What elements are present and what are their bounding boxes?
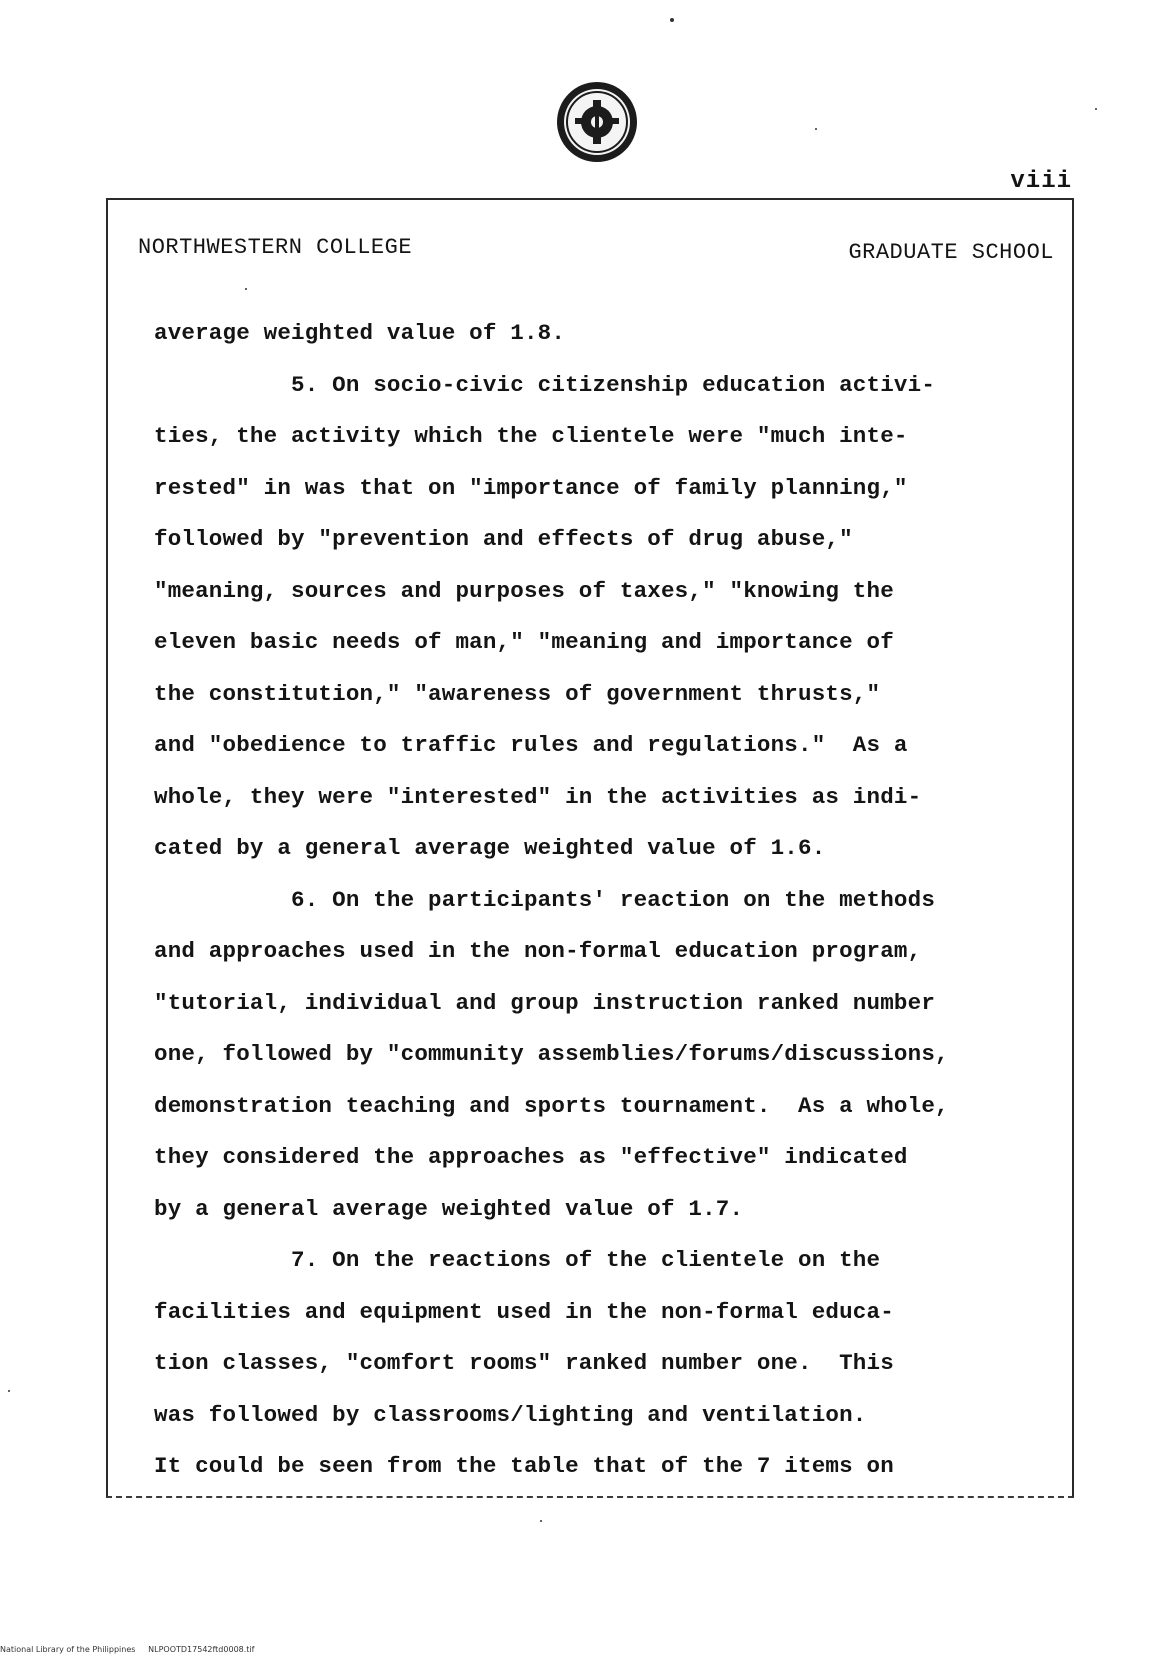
- text-line: one, followed by "community assemblies/forums/discussions,: [154, 1041, 949, 1067]
- text-line: It could be seen from the table that of the 7 items on: [154, 1453, 894, 1479]
- text-line: followed by "prevention and effects of drug abuse,": [154, 526, 853, 552]
- text-line: rested" in was that on "importance of family planning,": [154, 474, 908, 501]
- text-line: was followed by classrooms/lighting and ventilation.: [154, 1401, 867, 1428]
- text-line: facilities and equipment used in the non-formal educa-: [154, 1298, 894, 1325]
- page-number: viii: [1010, 168, 1072, 195]
- text-line: cated by a general average weighted value of 1.6.: [154, 835, 826, 861]
- scan-speck: [245, 288, 247, 290]
- text-line: they considered the approaches as "effective" indicated: [154, 1144, 908, 1170]
- scan-speck: [815, 128, 817, 130]
- college-seal-logo: [555, 80, 639, 164]
- text-line: 7. On the reactions of the clientele on the: [154, 1247, 881, 1273]
- header-college-name: NORTHWESTERN COLLEGE: [138, 235, 413, 260]
- text-line: and approaches used in the non-formal education program,: [154, 938, 922, 964]
- text-line: by a general average weighted value of 1.7.: [154, 1195, 744, 1222]
- text-line: and "obedience to traffic rules and regulations." As a: [154, 732, 908, 758]
- text-line: ties, the activity which the clientele were "much inte-: [154, 423, 908, 449]
- scan-speck: [540, 1520, 542, 1522]
- footer-credit: National Library of the Philippines NLPOOTD17542ftd0008.tif: [0, 1645, 255, 1654]
- text-line: average weighted value of 1.8.: [154, 320, 566, 346]
- scan-speck: [1095, 108, 1097, 110]
- body-text: [154, 308, 1054, 1493]
- text-line: the constitution," "awareness of government thrusts,": [154, 680, 881, 707]
- scan-speck: [8, 1390, 10, 1392]
- text-line: eleven basic needs of man," "meaning and importance of: [154, 629, 894, 655]
- text-line: 6. On the participants' reaction on the methods: [154, 886, 936, 913]
- text-line: "tutorial, individual and group instruction ranked number: [154, 989, 936, 1016]
- text-line: demonstration teaching and sports tournament. As a whole,: [154, 1092, 949, 1119]
- text-line: 5. On socio-civic citizenship education activi-: [154, 371, 936, 398]
- text-line: "meaning, sources and purposes of taxes," "knowing the: [154, 577, 894, 604]
- header-school-name: GRADUATE SCHOOL: [848, 240, 1054, 265]
- scan-speck: [670, 18, 674, 22]
- text-line: whole, they were "interested" in the activities as indi-: [154, 783, 922, 810]
- text-line: tion classes, "comfort rooms" ranked number one. This: [154, 1350, 894, 1376]
